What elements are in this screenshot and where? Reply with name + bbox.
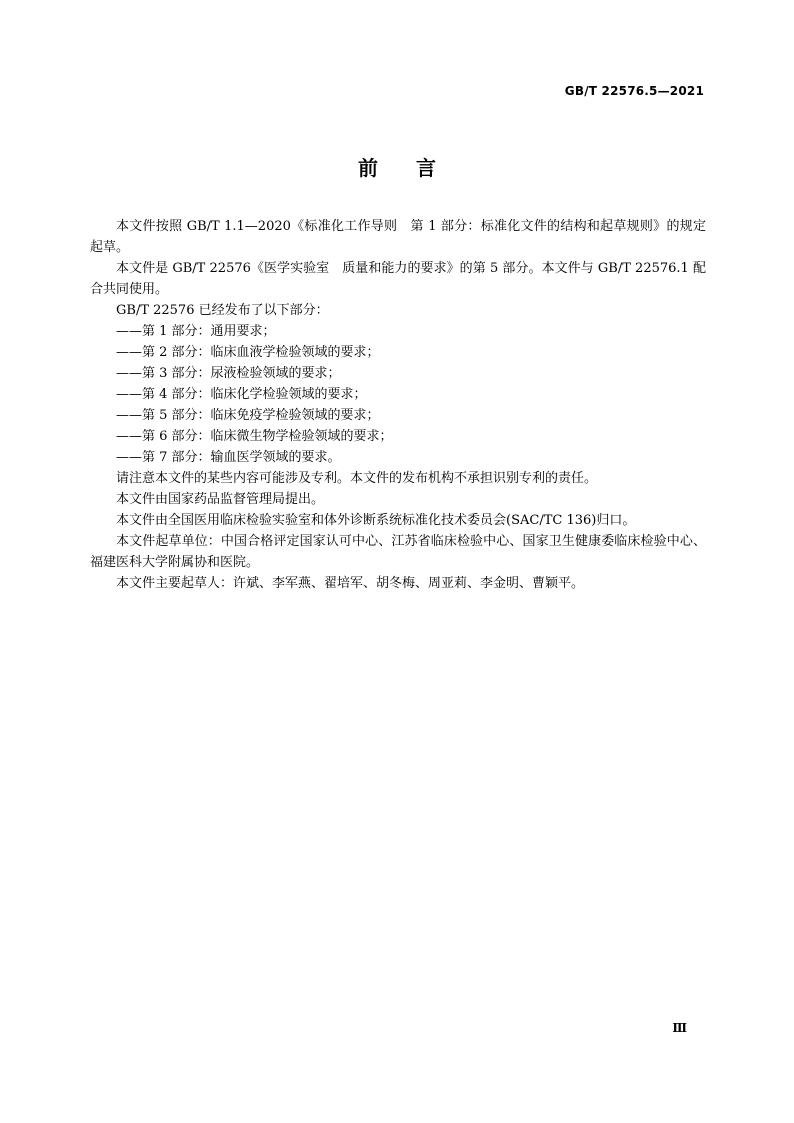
list-item-part-4: ——第 4 部分：临床化学检验领域的要求； bbox=[116, 387, 367, 402]
paragraph-part-statement: 本文件是 GB/T 22576《医学实验室 质量和能力的要求》的第 5 部分。本文件与 GB/T 22576.1 配合共同使用。 bbox=[90, 261, 706, 297]
page-title: 前言 bbox=[358, 156, 474, 180]
list-item-part-1: ——第 1 部分：通用要求； bbox=[116, 324, 276, 339]
preface-body bbox=[90, 216, 706, 594]
list-item-part-6: ——第 6 部分：临床微生物学检验领域的要求； bbox=[116, 429, 393, 444]
paragraph-drafting-rules: 本文件按照 GB/T 1.1—2020《标准化工作导则 第 1 部分：标准化文件的结构和起草规则》的规定起草。 bbox=[90, 219, 706, 255]
paragraph-drafting-organizations: 本文件起草单位：中国合格评定国家认可中心、江苏省临床检验中心、国家卫生健康委临床检验中心、福建医科大学附属协和医院。 bbox=[90, 534, 706, 570]
paragraph-published-parts-intro: GB/T 22576 已经发布了以下部分： bbox=[116, 303, 329, 318]
list-item-part-7: ——第 7 部分：输血医学领域的要求。 bbox=[116, 450, 341, 465]
paragraph-proposed-by: 本文件由国家药品监督管理局提出。 bbox=[116, 492, 325, 507]
paragraph-administered-by: 本文件由全国医用临床检验实验室和体外诊断系统标准化技术委员会(SAC/TC 136)归口。 bbox=[116, 513, 636, 528]
list-item-part-2: ——第 2 部分：临床血液学检验领域的要求； bbox=[116, 345, 380, 360]
list-item-part-3: ——第 3 部分：尿液检验领域的要求； bbox=[116, 366, 341, 381]
paragraph-drafters: 本文件主要起草人：许斌、李军燕、翟培军、胡冬梅、周亚莉、李金明、曹颖平。 bbox=[116, 576, 585, 591]
standard-code: GB/T 22576.5—2021 bbox=[564, 84, 704, 98]
list-item-part-5: ——第 5 部分：临床免疫学检验领域的要求； bbox=[116, 408, 380, 423]
page-number: Ⅲ bbox=[672, 1021, 687, 1035]
paragraph-patent-notice: 请注意本文件的某些内容可能涉及专利。本文件的发布机构不承担识别专利的责任。 bbox=[116, 471, 598, 486]
